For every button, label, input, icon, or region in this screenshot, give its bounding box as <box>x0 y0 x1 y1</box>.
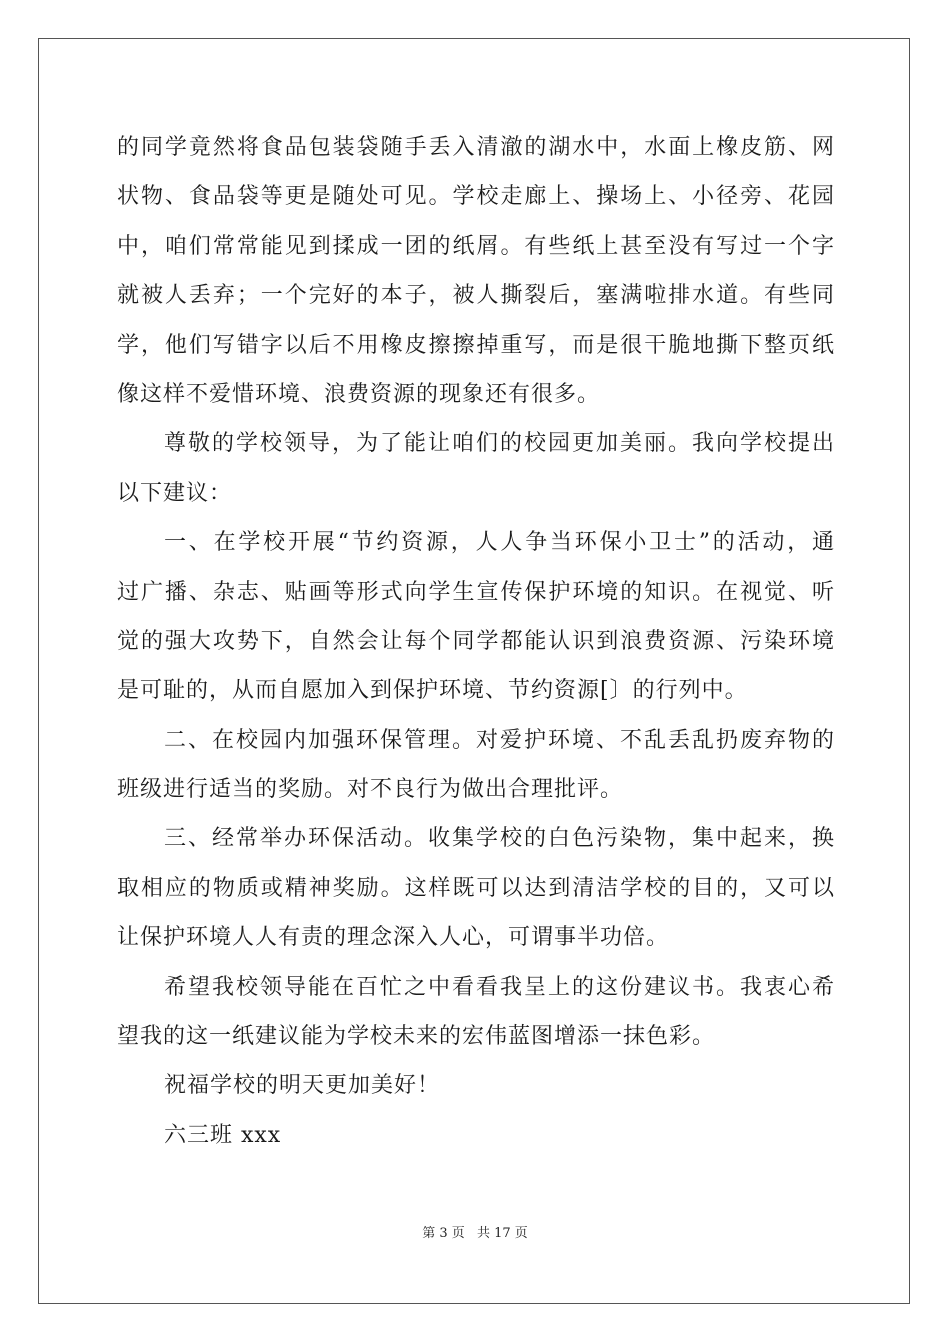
text-line: 班级进行适当的奖励。对不良行为做出合理批评。 <box>117 777 624 803</box>
text-line: 就被人丢弃；一个完好的本子，被人撕裂后，塞满啦排水道。有些同 <box>117 283 835 309</box>
page-total: 共 17 页 <box>476 1226 528 1241</box>
text-line: 取相应的物质或精神奖励。这样既可以达到清洁学校的目的，又可以 <box>117 875 835 901</box>
page-number: 第 3 页 <box>422 1226 465 1241</box>
letter-body <box>117 123 835 1160</box>
text-line: 希望我校领导能在百忙之中看看我呈上的这份建议书。我衷心希 <box>164 974 835 1000</box>
text-line: 的同学竟然将食品包装袋随手丢入清澈的湖水中，水面上橡皮筋、网 <box>117 135 835 160</box>
text-line: 中，咱们常常能见到揉成一团的纸屑。有些纸上甚至没有写过一个字 <box>117 233 835 259</box>
text-line: 像这样不爱惜环境、浪费资源的现象还有很多。 <box>117 381 601 407</box>
text-line: 觉的强大攻势下，自然会让每个同学都能认识到浪费资源、污染环境 <box>117 628 835 654</box>
text-line: 三、经常举办环保活动。收集学校的白色污染物，集中起来，换 <box>164 826 835 852</box>
text-line: 尊敬的学校领导，为了能让咱们的校园更加美丽。我向学校提出 <box>164 431 835 457</box>
text-line: 过广播、杂志、贴画等形式向学生宣传保护环境的知识。在视觉、听 <box>117 579 835 605</box>
text-line: 学，他们写错字以后不用橡皮擦擦掉重写，而是很干脆地撕下整页纸 <box>117 332 835 358</box>
signature: 六三班 xxx <box>164 1122 282 1148</box>
text-line: 状物、食品袋等更是随处可见。学校走廊上、操场上、小径旁、花园 <box>117 184 835 210</box>
text-line: 以下建议： <box>117 480 233 506</box>
page-footer <box>0 1222 950 1241</box>
text-line: 二、在校园内加强环保管理。对爱护环境、不乱丢乱扔废弃物的 <box>164 727 835 753</box>
text-line: 让保护环境人人有责的理念深入人心，可谓事半功倍。 <box>117 925 670 951</box>
text-line: 一、在学校开展“节约资源，人人争当环保小卫士”的活动，通 <box>164 530 835 556</box>
text-line: 望我的这一纸建议能为学校未来的宏伟蓝图增添一抹色彩。 <box>117 1024 716 1050</box>
closing-wish: 祝福学校的明天更加美好！ <box>164 1073 441 1099</box>
text-line: 是可耻的，从而自愿加入到保护环境、节约资源[〕的行列中。 <box>117 678 748 704</box>
